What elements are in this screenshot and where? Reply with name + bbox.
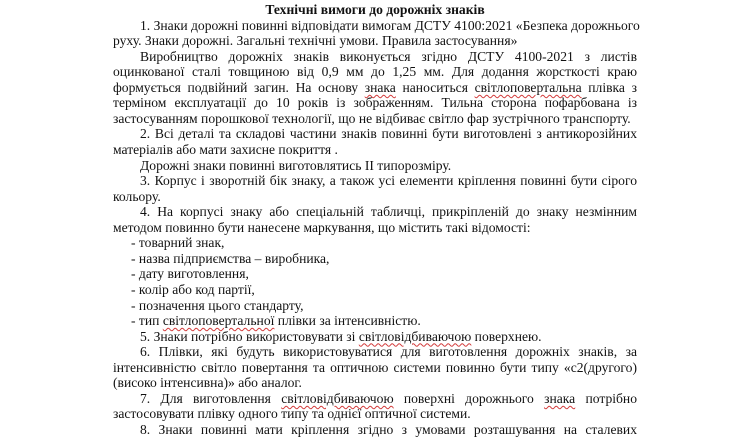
paragraph-7-line-2: застосовувати плівку одного типу та однієї оптичної системи. (113, 406, 471, 422)
marking-item-3: - дату виготовлення, (131, 266, 249, 282)
spellcheck-word: знака (364, 79, 396, 95)
spellcheck-word: світлоповертальна (474, 79, 582, 95)
text-segment: наноситься (395, 79, 475, 95)
text-segment: - тип (131, 313, 163, 329)
paragraph-7-line-1 (140, 391, 637, 407)
text-segment: плівка з (581, 79, 637, 95)
production-line-4: терміном експлуатації до 10 років із зображенням. Тильна сторона пофарбована із (113, 95, 637, 111)
text-segment: потрібно (575, 390, 637, 406)
production-line-3 (113, 80, 637, 96)
text-segment: 5. Знаки потрібно використовувати зі (140, 328, 359, 344)
paragraph-5 (140, 329, 664, 345)
paragraph-1-line-1: 1. Знаки дорожні повинні відповідати вимогам ДСТУ 4100:2021 «Безпека дорожнього (140, 17, 640, 33)
size-requirement: Дорожні знаки повинні виготовлятись ІІ типорозміру. (140, 157, 452, 173)
marking-item-5: - позначення цього стандарту, (131, 297, 304, 313)
spellcheck-word: знака (544, 390, 576, 406)
text-segment: формується подвійний загин. На основу (113, 79, 365, 95)
paragraph-6-line-1: 6. Плівки, які будуть використовуватися для виготовлення дорожніх знаків, за (140, 344, 637, 360)
text-segment: плівки за інтенсивністю. (274, 313, 421, 329)
text-segment: 7. Для виготовлення (140, 390, 282, 406)
marking-item-2: - назва підприємства – виробника, (131, 250, 330, 266)
paragraph-3-line-1: 3. Корпус і зворотній бік знаку, а також усі елементи кріплення повинні бути сірого (140, 173, 637, 189)
paragraph-8-line-1: 8. Знаки повинні мати кріплення згідно з умовами розташування на сталевих (140, 422, 637, 437)
paragraph-6-line-2: інтенсивністю світло повертання та оптичною системи повинно бути типу «с2(другого) (113, 359, 637, 375)
production-line-2: оцинкованої сталі товщиною від 0,9 мм до 1,25 мм. Для додання жорсткості краю (113, 64, 637, 80)
marking-item-4: - колір або код партії, (131, 282, 255, 297)
document-title: Технічні вимоги до дорожніх знаків (265, 2, 485, 17)
text-segment: поверхні дорожнього (393, 390, 545, 406)
paragraph-1-line-2: руху. Знаки дорожні. Загальні технічні умови. Правила застосування» (113, 33, 518, 49)
paragraph-4-line-2: методом повинно бути нанесене маркування, що містить такі відомості: (113, 219, 531, 235)
paragraph-4-line-1: 4. На корпусі знаку або спеціальній табличці, прикріпленій до знаку незмінним (140, 204, 637, 220)
production-line-1: Виробництво дорожніх знаків виконується згідно ДСТУ 4100-2021 з листів (140, 48, 637, 64)
paragraph-2-line-1: 2. Всі деталі та складові частини знаків повинні бути виготовлені з антикорозійних (140, 126, 637, 142)
marking-item-6 (131, 313, 655, 329)
text-segment: поверхнею. (471, 328, 542, 344)
spellcheck-word: світловідбиваючою (358, 328, 472, 344)
paragraph-3-line-2: кольору. (113, 188, 161, 204)
paragraph-6-line-3: (високо інтенсивна)» або аналог. (113, 375, 302, 391)
spellcheck-word: світловідбиваючою (281, 390, 394, 406)
production-line-5: застосуванням порошкової технології, що не відбиває світло фар зустрічного транспорту. (113, 110, 631, 126)
spellcheck-word: світлоповертальної (162, 313, 275, 329)
paragraph-2-line-2: матеріалів або мати захисне покриття . (113, 142, 338, 157)
marking-item-1: - товарний знак, (131, 235, 225, 251)
